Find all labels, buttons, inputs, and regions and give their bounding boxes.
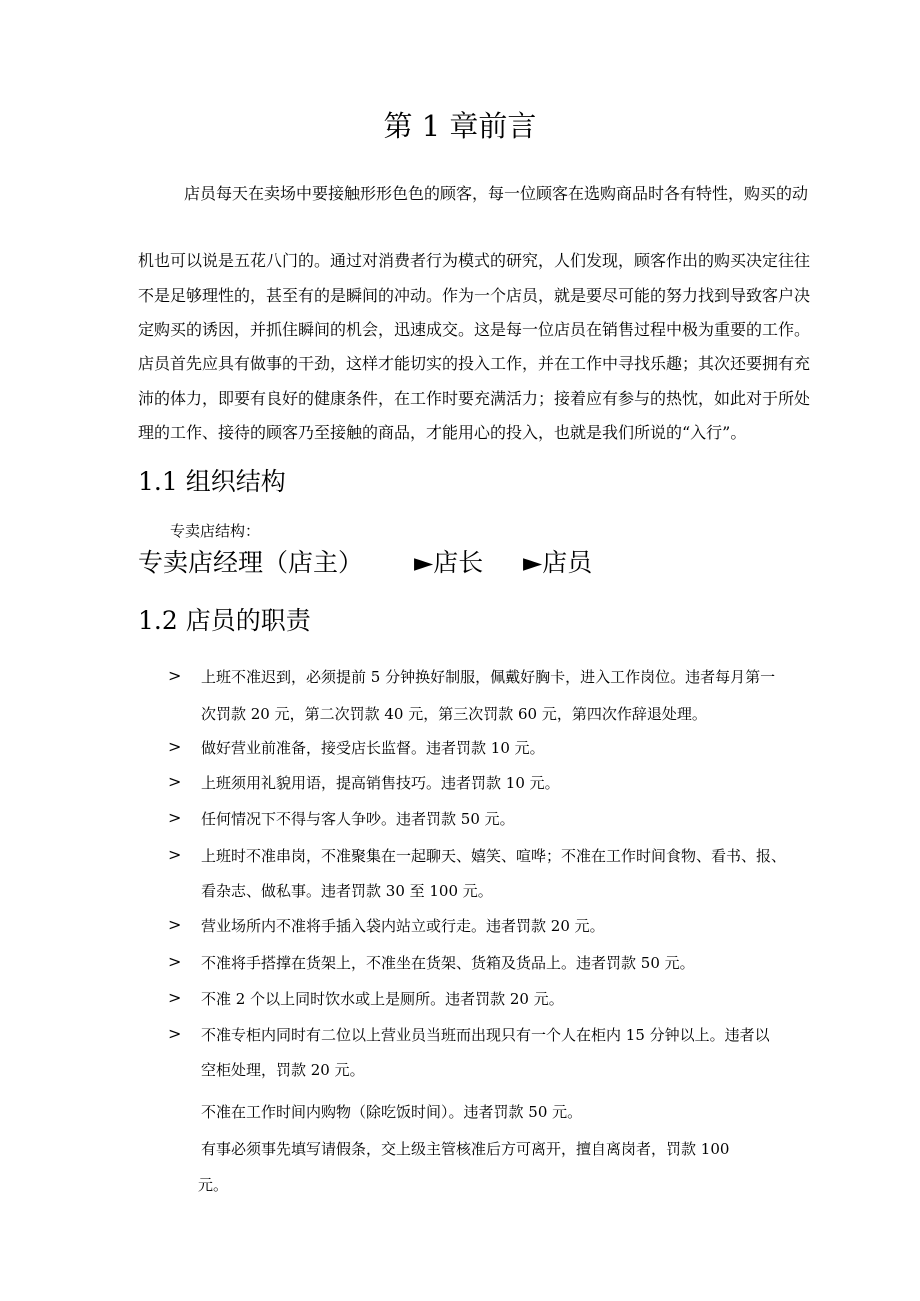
list-item: 不准专柜内同时有二位以上营业员当班而出现只有一个人在柜内 15 分钟以上。违者以	[201, 1026, 770, 1044]
list-item: 上班须用礼貌用语，提高销售技巧。违者罚款 10 元。	[201, 774, 560, 792]
list-item: 营业场所内不准将手插入袋内站立或行走。违者罚款 20 元。	[201, 917, 605, 935]
list-item: 不准将手搭撑在货架上，不准坐在货架、货箱及货品上。违者罚款 50 元。	[201, 954, 695, 972]
list-item: 上班时不准串岗，不准聚集在一起聊天、嬉笑、喧哗；不准在工作时间食物、看书、报、	[201, 847, 787, 865]
rule-line: 不准在工作时间内购物（除吃饭时间）。违者罚款 50 元。	[201, 1103, 583, 1121]
list-item-continuation: 看杂志、做私事。违者罚款 30 至 100 元。	[201, 882, 493, 900]
bullet-icon: >	[168, 952, 182, 971]
list-item: 不准 2 个以上同时饮水或上是厕所。违者罚款 20 元。	[201, 990, 564, 1008]
list-item: 做好营业前准备，接受店长监督。违者罚款 10 元。	[201, 739, 545, 757]
intro-line: 店员首先应具有做事的干劲，这样才能切实的投入工作，并在工作中寻找乐趣；其次还要拥有充	[138, 354, 811, 373]
list-item-continuation: 空柜处理，罚款 20 元。	[201, 1061, 365, 1079]
bullet-icon: >	[168, 845, 182, 864]
intro-line: 不是足够理性的，甚至有的是瞬间的冲动。作为一个店员，就是要尽可能的努力找到导致客户决	[138, 286, 811, 305]
bullet-icon: >	[168, 808, 182, 827]
org-node-manager: 专卖店经理（店主）	[138, 548, 364, 577]
list-item: 上班不准迟到，必须提前 5 分钟换好制服，佩戴好胸卡，进入工作岗位。违者每月第一	[201, 668, 776, 686]
bullet-icon: >	[168, 1024, 182, 1043]
bullet-icon: >	[168, 915, 182, 934]
section-title-1-1: 1.1 组织结构	[138, 467, 286, 496]
intro-line: 沛的体力，即要有良好的健康条件，在工作时要充满活力；接着应有参与的热忱，如此对于所处	[138, 389, 811, 408]
rule-line: 有事必须事先填写请假条，交上级主管核准后方可离开，擅自离岗者，罚款 100	[201, 1140, 730, 1158]
org-node-clerk: ►店员	[523, 548, 593, 577]
bullet-icon: >	[168, 772, 182, 791]
org-structure-label: 专卖店结构：	[170, 522, 261, 540]
list-item-continuation: 次罚款 20 元，第二次罚款 40 元，第三次罚款 60 元，第四次作辞退处理。	[201, 705, 707, 723]
intro-line: 店员每天在卖场中要接触形形色色的顾客，每一位顾客在选购商品时各有特性，购买的动	[184, 184, 809, 203]
section-title-1-2: 1.2 店员的职责	[138, 606, 311, 635]
rule-line: 元。	[198, 1176, 229, 1194]
intro-line: 定购买的诱因，并抓住瞬间的机会，迅速成交。这是每一位店员在销售过程中极为重要的工作。	[138, 320, 811, 339]
intro-line: 机也可以说是五花八门的。通过对消费者行为模式的研究，人们发现，顾客作出的购买决定往往	[138, 251, 811, 270]
bullet-icon: >	[168, 666, 182, 685]
chapter-title: 第 1 章前言	[383, 109, 537, 143]
bullet-icon: >	[168, 988, 182, 1007]
org-node-store-head: ►店长	[414, 548, 484, 577]
intro-line: 理的工作、接待的顾客乃至接触的商品，才能用心的投入，也就是我们所说的“入行”。	[138, 423, 747, 442]
bullet-icon: >	[168, 737, 182, 756]
list-item: 任何情况下不得与客人争吵。违者罚款 50 元。	[201, 810, 515, 828]
